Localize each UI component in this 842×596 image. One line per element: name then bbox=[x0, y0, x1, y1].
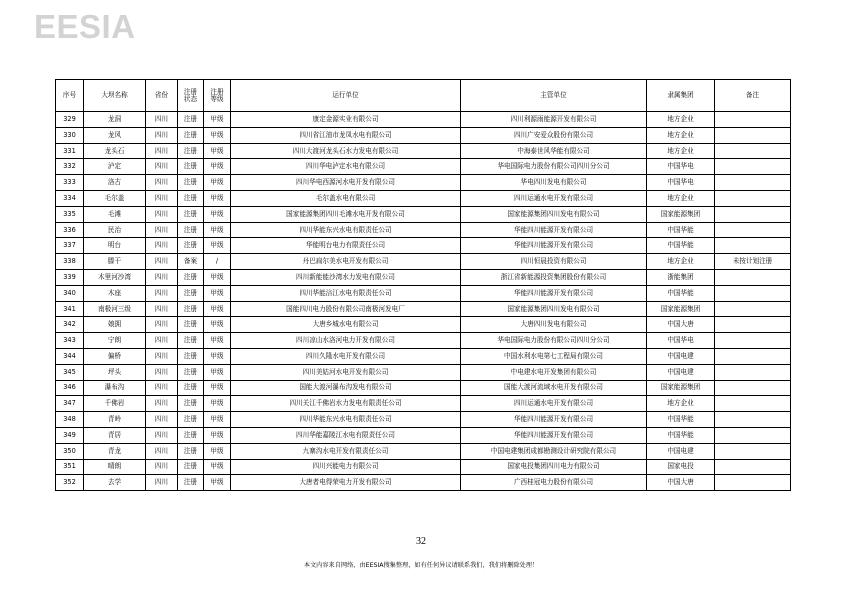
cell-remarks bbox=[715, 143, 791, 159]
cell-reg-status: 注册 bbox=[178, 380, 204, 396]
cell-operator: 国家能源集团四川毛滩水电开发有限公司 bbox=[231, 206, 461, 222]
cell-operator: 四川华能东兴水电有限责任公司 bbox=[231, 222, 461, 238]
cell-remarks bbox=[715, 269, 791, 285]
cell-operator: 四川兴能电力有限公司 bbox=[231, 459, 461, 475]
cell-dam-name: 滕干 bbox=[84, 254, 146, 270]
col-header-supervisor: 主管单位 bbox=[461, 80, 647, 112]
cell-index: 352 bbox=[56, 475, 84, 491]
cell-reg-level: 甲级 bbox=[204, 333, 231, 349]
cell-dam-name: 娘拥 bbox=[84, 317, 146, 333]
cell-reg-level: 甲级 bbox=[204, 269, 231, 285]
table-row bbox=[56, 238, 791, 254]
cell-reg-status: 注册 bbox=[178, 127, 204, 143]
cell-index: 347 bbox=[56, 396, 84, 412]
cell-group: 中国华电 bbox=[647, 333, 715, 349]
cell-province: 四川 bbox=[146, 143, 178, 159]
cell-group: 国家能源集团 bbox=[647, 206, 715, 222]
cell-index: 331 bbox=[56, 143, 84, 159]
cell-reg-level: 甲级 bbox=[204, 475, 231, 491]
cell-reg-level: 甲级 bbox=[204, 159, 231, 175]
cell-index: 334 bbox=[56, 190, 84, 206]
cell-reg-level: 甲级 bbox=[204, 238, 231, 254]
cell-remarks bbox=[715, 475, 791, 491]
cell-operator: 四川关江千佛岩水力发电有限责任公司 bbox=[231, 396, 461, 412]
table-row bbox=[56, 143, 791, 159]
cell-reg-status: 注册 bbox=[178, 112, 204, 128]
cell-operator: 国能四川电力股份有限公司南极河发电厂 bbox=[231, 301, 461, 317]
table-header-row bbox=[56, 80, 791, 112]
cell-remarks bbox=[715, 396, 791, 412]
cell-reg-status: 注册 bbox=[178, 443, 204, 459]
cell-group: 中国电建 bbox=[647, 364, 715, 380]
cell-index: 338 bbox=[56, 254, 84, 270]
cell-reg-level: 甲级 bbox=[204, 190, 231, 206]
cell-remarks bbox=[715, 175, 791, 191]
cell-dam-name: 南极河三级 bbox=[84, 301, 146, 317]
col-header-reg-status: 注册 状态 bbox=[178, 80, 204, 112]
cell-operator: 四川大渡河龙头石水力发电有限公司 bbox=[231, 143, 461, 159]
table-row bbox=[56, 159, 791, 175]
cell-dam-name: 民治 bbox=[84, 222, 146, 238]
cell-group: 中国电建 bbox=[647, 443, 715, 459]
cell-dam-name: 晴朗 bbox=[84, 459, 146, 475]
cell-reg-level: 甲级 bbox=[204, 427, 231, 443]
cell-reg-level: / bbox=[204, 254, 231, 270]
cell-reg-level: 甲级 bbox=[204, 301, 231, 317]
cell-dam-name: 偏桥 bbox=[84, 348, 146, 364]
cell-province: 四川 bbox=[146, 364, 178, 380]
cell-operator: 四川华能东兴水电有限责任公司 bbox=[231, 412, 461, 428]
cell-reg-status: 注册 bbox=[178, 333, 204, 349]
cell-reg-status: 注册 bbox=[178, 459, 204, 475]
cell-supervisor: 国能大渡河流域水电开发有限公司 bbox=[461, 380, 647, 396]
cell-group: 地方企业 bbox=[647, 190, 715, 206]
cell-index: 343 bbox=[56, 333, 84, 349]
cell-operator: 康定金源实业有限公司 bbox=[231, 112, 461, 128]
table-row bbox=[56, 175, 791, 191]
cell-group: 中国华电 bbox=[647, 175, 715, 191]
col-header-index: 序号 bbox=[56, 80, 84, 112]
cell-supervisor: 华能四川能源开发有限公司 bbox=[461, 222, 647, 238]
cell-index: 329 bbox=[56, 112, 84, 128]
cell-index: 341 bbox=[56, 301, 84, 317]
cell-reg-level: 甲级 bbox=[204, 364, 231, 380]
col-header-remarks: 备注 bbox=[715, 80, 791, 112]
cell-remarks bbox=[715, 238, 791, 254]
cell-remarks bbox=[715, 206, 791, 222]
cell-dam-name: 青居 bbox=[84, 427, 146, 443]
table-row bbox=[56, 364, 791, 380]
cell-remarks: 未按计划注册 bbox=[715, 254, 791, 270]
cell-remarks bbox=[715, 222, 791, 238]
cell-reg-status: 备案 bbox=[178, 254, 204, 270]
cell-province: 四川 bbox=[146, 443, 178, 459]
cell-supervisor: 四川广安爱众股份有限公司 bbox=[461, 127, 647, 143]
cell-group: 中国电建 bbox=[647, 348, 715, 364]
cell-province: 四川 bbox=[146, 412, 178, 428]
table-row bbox=[56, 222, 791, 238]
cell-remarks bbox=[715, 159, 791, 175]
cell-supervisor: 浙江省新能源投资集团股份有限公司 bbox=[461, 269, 647, 285]
table-row bbox=[56, 317, 791, 333]
cell-reg-status: 注册 bbox=[178, 301, 204, 317]
cell-operator: 大唐者电得荣电力开发有限公司 bbox=[231, 475, 461, 491]
cell-group: 地方企业 bbox=[647, 254, 715, 270]
cell-dam-name: 木座 bbox=[84, 285, 146, 301]
cell-reg-status: 注册 bbox=[178, 396, 204, 412]
cell-reg-status: 注册 bbox=[178, 475, 204, 491]
cell-operator: 毛尔盖水电有限公司 bbox=[231, 190, 461, 206]
table-row bbox=[56, 443, 791, 459]
cell-index: 335 bbox=[56, 206, 84, 222]
cell-province: 四川 bbox=[146, 269, 178, 285]
cell-province: 四川 bbox=[146, 301, 178, 317]
footer-note: 本文内容来自网络，由EESIA搜集整理，如有任何异议请联系我们，我们将删除处理！ bbox=[303, 562, 539, 569]
cell-supervisor: 四川恒晨投资有限公司 bbox=[461, 254, 647, 270]
cell-group: 中国华电 bbox=[647, 159, 715, 175]
cell-group: 地方企业 bbox=[647, 127, 715, 143]
cell-operator: 四川省江油市龙凤水电有限公司 bbox=[231, 127, 461, 143]
cell-reg-status: 注册 bbox=[178, 427, 204, 443]
table-row bbox=[56, 459, 791, 475]
cell-supervisor: 华能四川能源开发有限公司 bbox=[461, 427, 647, 443]
cell-dam-name: 千佛岩 bbox=[84, 396, 146, 412]
cell-province: 四川 bbox=[146, 222, 178, 238]
cell-remarks bbox=[715, 190, 791, 206]
cell-group: 地方企业 bbox=[647, 143, 715, 159]
cell-group: 地方企业 bbox=[647, 396, 715, 412]
cell-remarks bbox=[715, 412, 791, 428]
cell-reg-level: 甲级 bbox=[204, 443, 231, 459]
cell-index: 342 bbox=[56, 317, 84, 333]
cell-dam-name: 龙头石 bbox=[84, 143, 146, 159]
cell-index: 333 bbox=[56, 175, 84, 191]
cell-reg-level: 甲级 bbox=[204, 143, 231, 159]
cell-supervisor: 华电四川发电有限公司 bbox=[461, 175, 647, 191]
cell-dam-name: 泸定 bbox=[84, 159, 146, 175]
cell-dam-name: 明台 bbox=[84, 238, 146, 254]
col-header-reg-level: 注册 等级 bbox=[204, 80, 231, 112]
cell-dam-name: 青岭 bbox=[84, 412, 146, 428]
eesia-logo: EESIA bbox=[34, 8, 136, 45]
cell-province: 四川 bbox=[146, 475, 178, 491]
table-row bbox=[56, 127, 791, 143]
cell-group: 中国华能 bbox=[647, 427, 715, 443]
cell-operator: 四川华能嘉陵江水电有限责任公司 bbox=[231, 427, 461, 443]
cell-index: 339 bbox=[56, 269, 84, 285]
table-row bbox=[56, 427, 791, 443]
cell-dam-name: 龙风 bbox=[84, 127, 146, 143]
cell-remarks bbox=[715, 427, 791, 443]
cell-province: 四川 bbox=[146, 285, 178, 301]
cell-supervisor: 华能四川能源开发有限公司 bbox=[461, 238, 647, 254]
cell-supervisor: 国家能源集团四川发电有限公司 bbox=[461, 301, 647, 317]
cell-operator: 九寨沟水电开发有限责任公司 bbox=[231, 443, 461, 459]
cell-operator: 国能大渡河瀑布沟发电有限公司 bbox=[231, 380, 461, 396]
cell-province: 四川 bbox=[146, 317, 178, 333]
cell-remarks bbox=[715, 317, 791, 333]
cell-index: 349 bbox=[56, 427, 84, 443]
cell-group: 国家电投 bbox=[647, 459, 715, 475]
cell-operator: 四川久隆水电开发有限公司 bbox=[231, 348, 461, 364]
cell-dam-name: 木里河沙湾 bbox=[84, 269, 146, 285]
cell-operator: 华能明台电力有限责任公司 bbox=[231, 238, 461, 254]
cell-remarks bbox=[715, 443, 791, 459]
cell-reg-status: 注册 bbox=[178, 317, 204, 333]
col-header-province: 省份 bbox=[146, 80, 178, 112]
cell-dam-name: 坪头 bbox=[84, 364, 146, 380]
cell-province: 四川 bbox=[146, 459, 178, 475]
table-row bbox=[56, 412, 791, 428]
cell-supervisor: 四川运通水电开发有限公司 bbox=[461, 190, 647, 206]
cell-remarks bbox=[715, 285, 791, 301]
cell-dam-name: 去学 bbox=[84, 475, 146, 491]
cell-province: 四川 bbox=[146, 206, 178, 222]
cell-index: 337 bbox=[56, 238, 84, 254]
cell-reg-level: 甲级 bbox=[204, 380, 231, 396]
cell-reg-level: 甲级 bbox=[204, 412, 231, 428]
cell-supervisor: 华电国际电力股份有限公司四川分公司 bbox=[461, 159, 647, 175]
cell-remarks bbox=[715, 112, 791, 128]
table-row bbox=[56, 269, 791, 285]
cell-province: 四川 bbox=[146, 159, 178, 175]
cell-group: 中国华能 bbox=[647, 238, 715, 254]
table-row bbox=[56, 380, 791, 396]
cell-reg-status: 注册 bbox=[178, 364, 204, 380]
table-row bbox=[56, 112, 791, 128]
cell-reg-level: 甲级 bbox=[204, 459, 231, 475]
cell-operator: 四川华电泸定水电有限公司 bbox=[231, 159, 461, 175]
col-header-group: 隶属集团 bbox=[647, 80, 715, 112]
cell-dam-name: 瀑布沟 bbox=[84, 380, 146, 396]
cell-remarks bbox=[715, 348, 791, 364]
cell-dam-name: 青龙 bbox=[84, 443, 146, 459]
cell-dam-name: 毛尔盖 bbox=[84, 190, 146, 206]
cell-reg-status: 注册 bbox=[178, 285, 204, 301]
cell-remarks bbox=[715, 333, 791, 349]
table-row bbox=[56, 190, 791, 206]
table-row bbox=[56, 348, 791, 364]
cell-dam-name: 宁朗 bbox=[84, 333, 146, 349]
cell-province: 四川 bbox=[146, 396, 178, 412]
cell-supervisor: 中国水利水电第七工程局有限公司 bbox=[461, 348, 647, 364]
cell-reg-level: 甲级 bbox=[204, 348, 231, 364]
cell-supervisor: 华能四川能源开发有限公司 bbox=[461, 412, 647, 428]
cell-dam-name: 龙洞 bbox=[84, 112, 146, 128]
table-row bbox=[56, 396, 791, 412]
cell-province: 四川 bbox=[146, 127, 178, 143]
cell-operator: 四川华电西源河水电开发有限公司 bbox=[231, 175, 461, 191]
table-body bbox=[56, 112, 791, 491]
cell-reg-status: 注册 bbox=[178, 159, 204, 175]
cell-operator: 四川华能涪江水电有限责任公司 bbox=[231, 285, 461, 301]
cell-reg-level: 甲级 bbox=[204, 317, 231, 333]
cell-reg-status: 注册 bbox=[178, 222, 204, 238]
cell-index: 344 bbox=[56, 348, 84, 364]
table-row bbox=[56, 333, 791, 349]
cell-operator: 大唐乡城水电有限公司 bbox=[231, 317, 461, 333]
cell-group: 中国华能 bbox=[647, 222, 715, 238]
table-row bbox=[56, 206, 791, 222]
cell-index: 351 bbox=[56, 459, 84, 475]
cell-group: 中国大唐 bbox=[647, 317, 715, 333]
cell-operator: 四川凉山水洛河电力开发有限公司 bbox=[231, 333, 461, 349]
cell-supervisor: 国家能源集团四川发电有限公司 bbox=[461, 206, 647, 222]
cell-remarks bbox=[715, 364, 791, 380]
cell-remarks bbox=[715, 459, 791, 475]
cell-supervisor: 国家电投集团四川电力有限公司 bbox=[461, 459, 647, 475]
cell-index: 332 bbox=[56, 159, 84, 175]
cell-index: 346 bbox=[56, 380, 84, 396]
cell-index: 348 bbox=[56, 412, 84, 428]
cell-province: 四川 bbox=[146, 238, 178, 254]
cell-index: 340 bbox=[56, 285, 84, 301]
table-row bbox=[56, 254, 791, 270]
table-row bbox=[56, 301, 791, 317]
cell-group: 浙能集团 bbox=[647, 269, 715, 285]
cell-operator: 四川美姑河水电开发有限公司 bbox=[231, 364, 461, 380]
cell-province: 四川 bbox=[146, 112, 178, 128]
cell-supervisor: 中海泰世风华能有限公司 bbox=[461, 143, 647, 159]
cell-province: 四川 bbox=[146, 348, 178, 364]
col-header-operator: 运行单位 bbox=[231, 80, 461, 112]
cell-reg-status: 注册 bbox=[178, 206, 204, 222]
cell-operator: 丹巴扁尔美水电开发有限公司 bbox=[231, 254, 461, 270]
cell-group: 中国华能 bbox=[647, 285, 715, 301]
cell-province: 四川 bbox=[146, 427, 178, 443]
cell-reg-status: 注册 bbox=[178, 190, 204, 206]
cell-reg-level: 甲级 bbox=[204, 396, 231, 412]
cell-supervisor: 广西桂冠电力股份有限公司 bbox=[461, 475, 647, 491]
cell-reg-level: 甲级 bbox=[204, 285, 231, 301]
cell-reg-level: 甲级 bbox=[204, 206, 231, 222]
cell-reg-status: 注册 bbox=[178, 238, 204, 254]
cell-dam-name: 洛古 bbox=[84, 175, 146, 191]
cell-province: 四川 bbox=[146, 175, 178, 191]
cell-supervisor: 大唐四川发电有限公司 bbox=[461, 317, 647, 333]
cell-province: 四川 bbox=[146, 380, 178, 396]
cell-index: 336 bbox=[56, 222, 84, 238]
table-row bbox=[56, 475, 791, 491]
cell-province: 四川 bbox=[146, 333, 178, 349]
table-row bbox=[56, 285, 791, 301]
cell-group: 国家能源集团 bbox=[647, 301, 715, 317]
cell-province: 四川 bbox=[146, 190, 178, 206]
cell-operator: 四川新能能沙湾水力发电有限公司 bbox=[231, 269, 461, 285]
cell-reg-level: 甲级 bbox=[204, 127, 231, 143]
cell-group: 中国华能 bbox=[647, 412, 715, 428]
cell-province: 四川 bbox=[146, 254, 178, 270]
col-header-dam-name: 大坝名称 bbox=[84, 80, 146, 112]
cell-reg-level: 甲级 bbox=[204, 222, 231, 238]
cell-remarks bbox=[715, 127, 791, 143]
cell-supervisor: 中电建水电开发集团有限公司 bbox=[461, 364, 647, 380]
cell-reg-status: 注册 bbox=[178, 269, 204, 285]
cell-reg-status: 注册 bbox=[178, 412, 204, 428]
cell-dam-name: 毛滩 bbox=[84, 206, 146, 222]
cell-index: 350 bbox=[56, 443, 84, 459]
cell-index: 345 bbox=[56, 364, 84, 380]
cell-reg-status: 注册 bbox=[178, 175, 204, 191]
cell-group: 国家能源集团 bbox=[647, 380, 715, 396]
cell-reg-level: 甲级 bbox=[204, 112, 231, 128]
cell-remarks bbox=[715, 301, 791, 317]
cell-supervisor: 四川利源雨能源开发有限公司 bbox=[461, 112, 647, 128]
cell-reg-status: 注册 bbox=[178, 143, 204, 159]
cell-supervisor: 四川运通水电开发有限公司 bbox=[461, 396, 647, 412]
cell-supervisor: 华电国际电力股份有限公司四川分公司 bbox=[461, 333, 647, 349]
cell-supervisor: 中国电建集团成都勘测设计研究院有限公司 bbox=[461, 443, 647, 459]
page-number: 32 bbox=[416, 536, 426, 547]
cell-reg-level: 甲级 bbox=[204, 175, 231, 191]
cell-group: 地方企业 bbox=[647, 112, 715, 128]
cell-reg-status: 注册 bbox=[178, 348, 204, 364]
cell-group: 中国大唐 bbox=[647, 475, 715, 491]
cell-index: 330 bbox=[56, 127, 84, 143]
cell-remarks bbox=[715, 380, 791, 396]
cell-supervisor: 华能四川能源开发有限公司 bbox=[461, 285, 647, 301]
dam-registration-table bbox=[55, 79, 791, 491]
